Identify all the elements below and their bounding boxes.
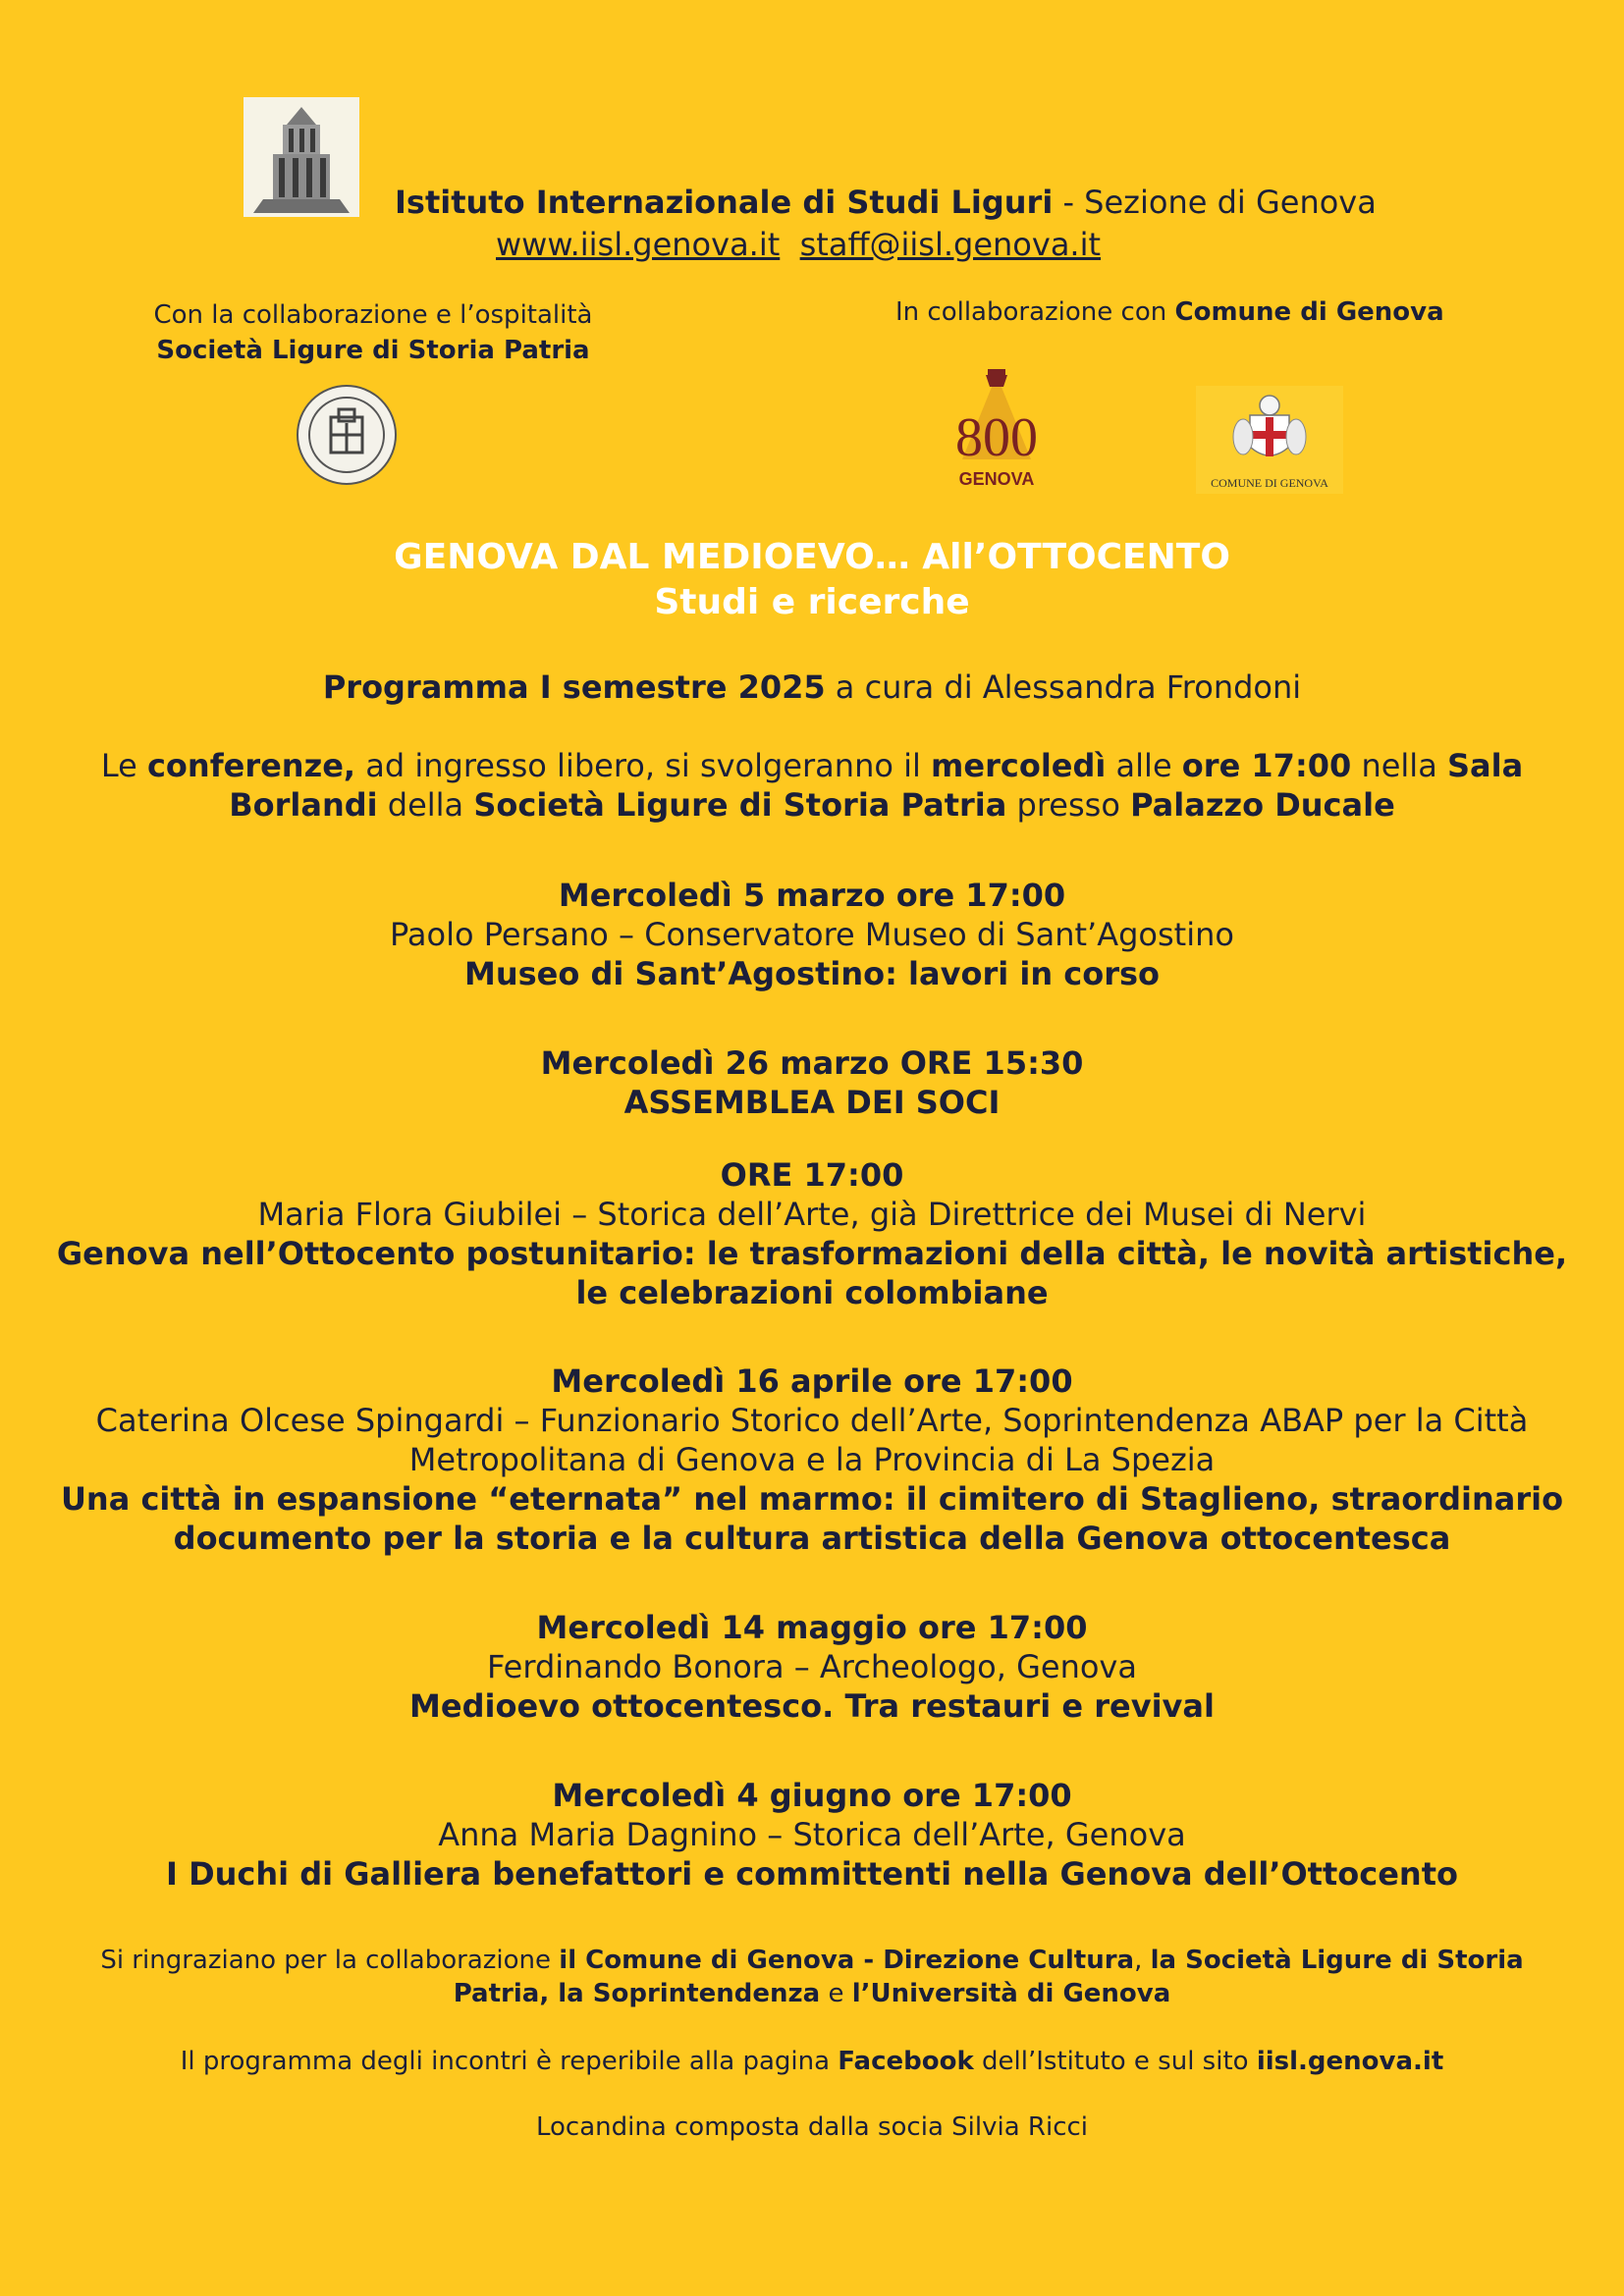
event-title-line2: le celebrazioni colombiane — [575, 1274, 1049, 1311]
intro-text: nella — [1351, 747, 1447, 784]
collab-right-prefix: In collaborazione con — [895, 297, 1175, 327]
event-5 — [0, 1608, 1624, 1726]
title-line1: GENOVA DAL MEDIOEVO… All’OTTOCENTO — [394, 537, 1230, 577]
event-date: Mercoledì 5 marzo ore 17:00 — [558, 877, 1066, 914]
event-title: ASSEMBLEA DEI SOCI — [623, 1084, 1001, 1121]
title-line2: Studi e ricerche — [654, 582, 970, 622]
collab-right — [895, 297, 1444, 327]
intro-bold: Sala — [1446, 747, 1524, 784]
event-6 — [0, 1776, 1624, 1894]
intro-bold: Palazzo Ducale — [1130, 786, 1395, 824]
facebook-link[interactable]: Facebook — [838, 2047, 974, 2076]
thanks-text: Si ringraziano per la collaborazione — [100, 1946, 560, 1975]
event-speaker: Anna Maria Dagnino – Storica dell’Arte, Genova — [438, 1816, 1186, 1853]
programma-rest: a cura di Alessandra Frondoni — [825, 668, 1302, 706]
thanks-bold: la Società Ligure di Storia — [1150, 1946, 1524, 1975]
collab-left — [118, 297, 628, 368]
info-text: dell’Istituto e sul sito — [973, 2047, 1257, 2076]
thanks-paragraph — [0, 1944, 1624, 2010]
collab-left-line2: Società Ligure di Storia Patria — [156, 336, 590, 365]
event-title-line1: Una città in espansione “eternata” nel marmo: il cimitero di Staglieno, straordinario — [60, 1480, 1564, 1518]
intro-bold: conferenze, — [146, 747, 356, 784]
credit-line: Locandina composta dalla socia Silvia Ricci — [535, 2112, 1089, 2142]
institute-line — [395, 184, 1377, 221]
genova-800-logo — [943, 365, 1051, 491]
event-speaker: Maria Flora Giubilei – Storica dell’Arte, già Direttrice dei Musei di Nervi — [257, 1196, 1367, 1233]
logo-800-number: 800 — [955, 407, 1038, 468]
event-1 — [0, 876, 1624, 993]
event-speaker: Ferdinando Bonora – Archeologo, Genova — [487, 1648, 1137, 1685]
slsp-seal-logo — [296, 384, 398, 486]
event-title-line1: Genova nell’Ottocento postunitario: le trasformazioni della città, le novità artistiche, — [56, 1235, 1568, 1272]
thanks-bold: Patria, la Soprintendenza — [453, 1979, 821, 2008]
event-speaker-line1: Caterina Olcese Spingardi – Funzionario Storico dell’Arte, Soprintendenza ABAP per la Città — [95, 1402, 1529, 1439]
event-2 — [0, 1043, 1624, 1122]
contact-line — [496, 226, 1101, 263]
event-speaker-line2: Metropolitana di Genova e la Provincia di La Spezia — [408, 1441, 1216, 1478]
event-title-line2: documento per la storia e la cultura artistica della Genova ottocentesca — [173, 1520, 1451, 1557]
event-date: Mercoledì 14 maggio ore 17:00 — [536, 1609, 1088, 1646]
thanks-line2 — [0, 1977, 1624, 2010]
intro-line1 — [0, 746, 1624, 785]
event-title: I Duchi di Galliera benefattori e committenti nella Genova dell’Ottocento — [166, 1855, 1458, 1893]
institute-section: - Sezione di Genova — [1053, 184, 1377, 221]
intro-bold: Borlandi — [229, 786, 378, 824]
thanks-bold: l’Università di Genova — [851, 1979, 1171, 2008]
event-date: Mercoledì 16 aprile ore 17:00 — [551, 1362, 1073, 1400]
intro-bold: Società Ligure di Storia Patria — [473, 786, 1007, 824]
email-link[interactable]: staff@iisl.genova.it — [799, 226, 1102, 263]
event-speaker: Paolo Persano – Conservatore Museo di Sant’Agostino — [390, 916, 1234, 953]
thanks-text: , — [1134, 1946, 1151, 1975]
logo-800-city: GENOVA — [958, 469, 1035, 489]
iisl-monument-logo — [244, 97, 359, 217]
logo-comune-text: COMUNE DI GENOVA — [1211, 476, 1328, 490]
page-title — [0, 535, 1624, 625]
intro-text: alle — [1106, 747, 1182, 784]
event-3 — [0, 1155, 1624, 1312]
info-line — [0, 2045, 1624, 2078]
site-link[interactable]: iisl.genova.it — [1256, 2047, 1444, 2076]
collab-right-name: Comune di Genova — [1174, 297, 1444, 327]
intro-bold: ore 17:00 — [1181, 747, 1352, 784]
intro-text: ad ingresso libero, si svolgeranno il — [355, 747, 932, 784]
thanks-bold: il Comune di Genova - Direzione Cultura — [559, 1946, 1135, 1975]
intro-text: Le — [100, 747, 147, 784]
event-date: Mercoledì 4 giugno ore 17:00 — [552, 1777, 1072, 1814]
institute-name: Istituto Internazionale di Studi Liguri — [395, 184, 1054, 221]
programma-bold: Programma I semestre 2025 — [322, 668, 826, 706]
programma-line — [0, 667, 1624, 707]
event-title: Museo di Sant’Agostino: lavori in corso — [463, 955, 1160, 992]
event-date: ORE 17:00 — [720, 1156, 904, 1194]
event-title: Medioevo ottocentesco. Tra restauri e revival — [409, 1687, 1215, 1725]
intro-text: della — [377, 786, 474, 824]
intro-text: presso — [1006, 786, 1131, 824]
intro-bold: mercoledì — [931, 747, 1107, 784]
comune-genova-logo — [1196, 386, 1343, 494]
website-link[interactable]: www.iisl.genova.it — [496, 226, 781, 263]
collab-left-line1: Con la collaborazione e l’ospitalità — [153, 300, 593, 330]
intro-paragraph — [0, 746, 1624, 825]
info-text: Il programma degli incontri è reperibile alla pagina — [180, 2047, 839, 2076]
event-date: Mercoledì 26 marzo ORE 15:30 — [540, 1044, 1084, 1082]
thanks-line1 — [0, 1944, 1624, 1977]
thanks-text: e — [820, 1979, 852, 2008]
intro-line2 — [0, 785, 1624, 825]
event-4 — [0, 1362, 1624, 1558]
